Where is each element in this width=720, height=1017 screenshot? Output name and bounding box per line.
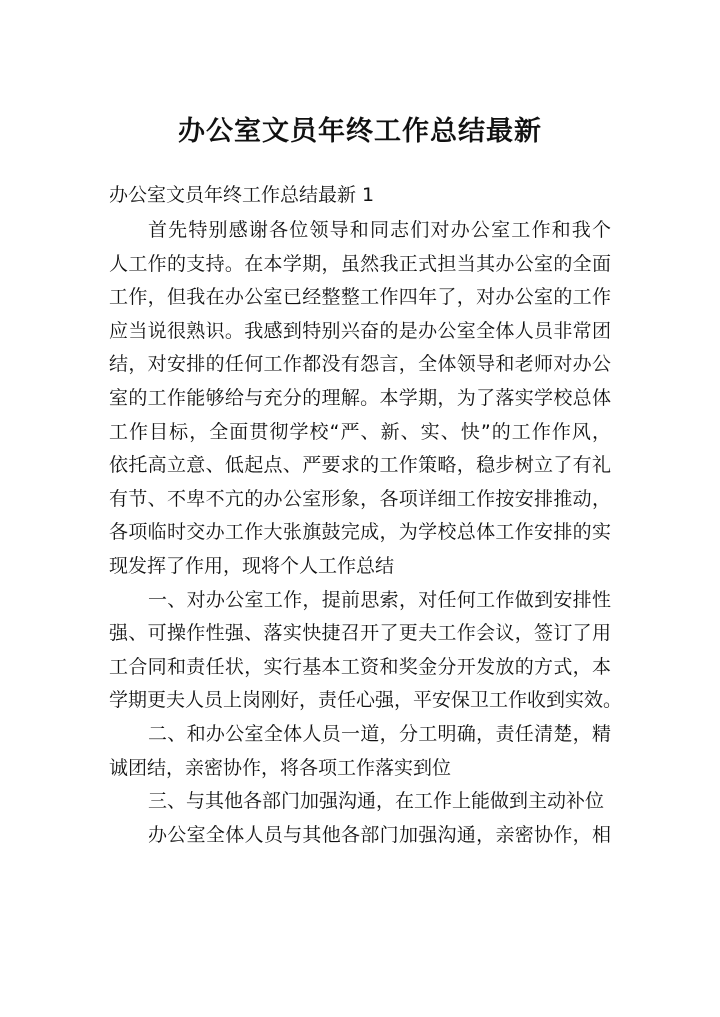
document-subtitle: 办公室文员年终工作总结最新 1 xyxy=(109,184,375,206)
text-line: 学期更夫人员上岗刚好，责任心强，平安保卫工作收到实效。 xyxy=(109,689,623,712)
text-line: 各项临时交办工作大张旗鼓完成，为学校总体工作安排的实 xyxy=(109,521,611,544)
text-line: 室的工作能够给与充分的理解。本学期，为了落实学校总体 xyxy=(109,386,611,409)
text-line: 人工作的支持。在本学期，虽然我正式担当其办公室的全面 xyxy=(109,252,611,275)
document-title: 办公室文员年终工作总结最新 xyxy=(178,116,542,147)
text-line: 工作目标，全面贯彻学校“严、新、实、快”的工作作风， xyxy=(109,420,611,443)
text-line: 现发挥了作用，现将个人工作总结 xyxy=(109,554,395,577)
text-line: 一、对办公室工作，提前思索，对任何工作做到安排性 xyxy=(148,588,611,611)
text-line: 结，对安排的任何工作都没有怨言，全体领导和老师对办公 xyxy=(109,353,611,376)
body-text xyxy=(109,214,623,852)
text-line: 工合同和责任状，实行基本工资和奖金分开发放的方式，本 xyxy=(109,655,611,678)
text-line: 诚团结，亲密协作，将各项工作落实到位 xyxy=(109,756,452,779)
text-line: 有节、不卑不亢的办公室形象，各项详细工作按安排推动， xyxy=(109,487,611,510)
text-line: 二、和办公室全体人员一道，分工明确，责任清楚，精 xyxy=(148,722,611,745)
text-line: 应当说很熟识。我感到特别兴奋的是办公室全体人员非常团 xyxy=(109,319,611,342)
text-line: 三、与其他各部门加强沟通，在工作上能做到主动补位 xyxy=(148,790,605,813)
text-line: 办公室全体人员与其他各部门加强沟通，亲密协作，相 xyxy=(148,823,611,846)
text-line: 依托高立意、低起点、严要求的工作策略，稳步树立了有礼 xyxy=(109,454,611,477)
text-line: 工作，但我在办公室已经整整工作四年了，对办公室的工作 xyxy=(109,286,611,309)
text-line: 强、可操作性强、落实快捷召开了更夫工作会议，签订了用 xyxy=(109,622,611,645)
text-line: 首先特别感谢各位领导和同志们对办公室工作和我个 xyxy=(148,219,611,241)
